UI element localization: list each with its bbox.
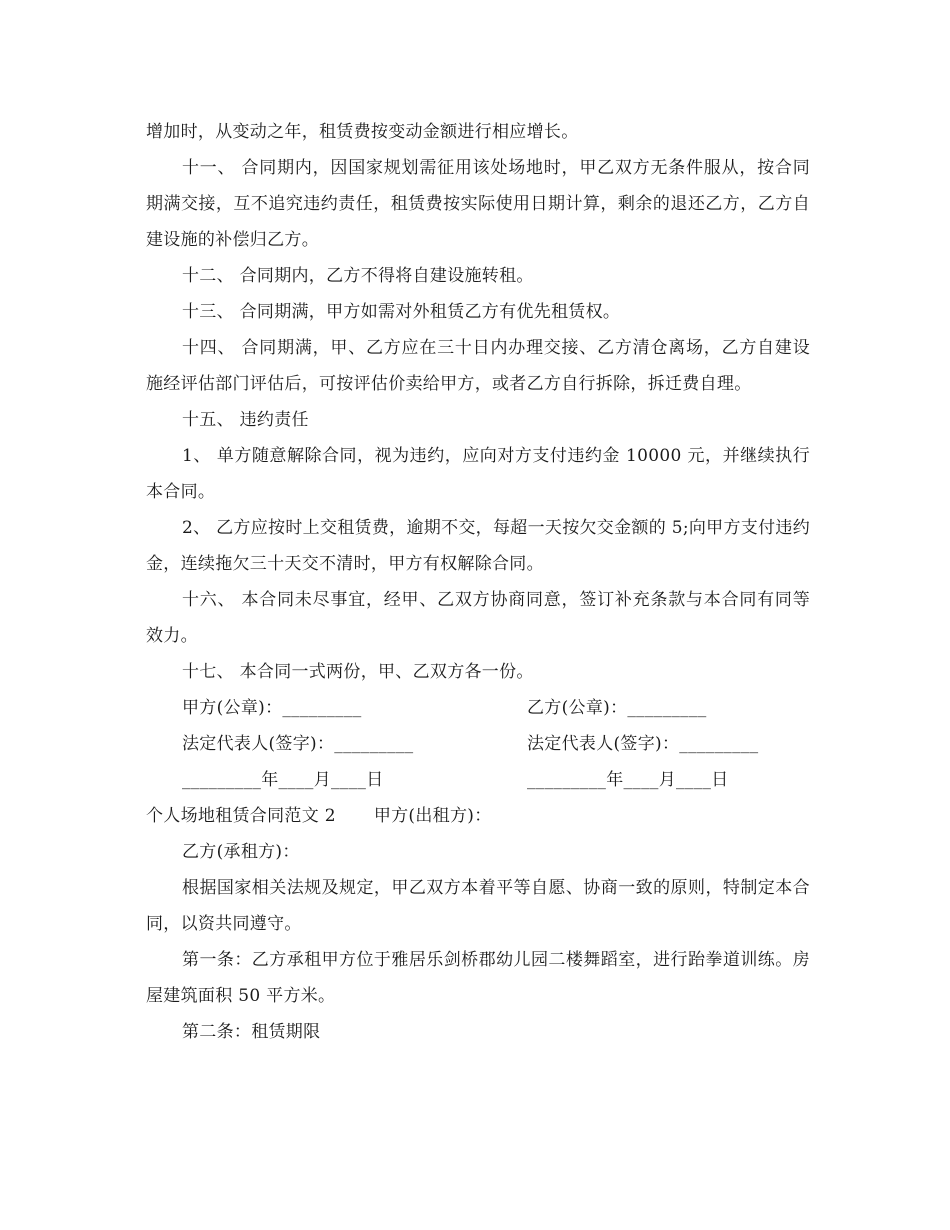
party-a-representative-line: 法定代表人(签字)：_________ <box>182 734 414 754</box>
document-body <box>146 114 810 1050</box>
second-contract-preamble: 根据国家相关法规及规定，甲乙双方本着平等自愿、协商一致的原则，特制定本合同，以资共同遵守。 <box>146 878 810 934</box>
party-a-seal-line: 甲方(公章)：_________ <box>182 698 362 718</box>
paragraph-clause-13: 十三、 合同期满，甲方如需对外租赁乙方有优先租赁权。 <box>182 302 621 322</box>
paragraph-breach-2: 2、 乙方应按时上交租赁费，逾期不交，每超一天按欠交金额的 5;向甲方支付违约金，连续拖欠三十天交不清时，甲方有权解除合同。 <box>146 518 810 574</box>
second-contract-title: 个人场地租赁合同范文 2 <box>146 806 336 826</box>
signature-row-representative <box>146 726 810 762</box>
paragraph-clause-15: 十五、 违约责任 <box>182 410 309 430</box>
party-b-representative-line: 法定代表人(签字)：_________ <box>527 734 759 754</box>
paragraph-clause-12: 十二、 合同期内，乙方不得将自建设施转租。 <box>182 266 534 286</box>
paragraph-breach-1: 1、 单方随意解除合同，视为违约，应向对方支付违约金 10000 元，并继续执行本合同。 <box>146 446 810 502</box>
paragraph-increase-clause: 增加时，从变动之年，租赁费按变动金额进行相应增长。 <box>146 122 579 142</box>
party-b-seal-line: 乙方(公章)：_________ <box>527 698 707 718</box>
paragraph-clause-11: 十一、 合同期内，因国家规划需征用该处场地时，甲乙双方无条件服从，按合同期满交接，互不追究违约责任，租赁费按实际使用日期计算，剩余的退还乙方，乙方自建设施的补偿归乙方。 <box>146 158 810 250</box>
second-contract-article-2: 第二条：租赁期限 <box>182 1022 321 1042</box>
signature-row-date <box>146 762 810 798</box>
second-contract-party-b: 乙方(承租方)： <box>182 842 300 862</box>
second-contract-heading-row <box>146 798 810 834</box>
second-contract-article-1: 第一条：乙方承租甲方位于雅居乐剑桥郡幼儿园二楼舞蹈室，进行跆拳道训练。房屋建筑面积 50 平方米。 <box>146 950 810 1006</box>
party-b-date-line: _________年____月____日 <box>527 770 729 790</box>
party-a-date-line: _________年____月____日 <box>182 770 384 790</box>
paragraph-clause-17: 十七、 本合同一式两份，甲、乙双方各一份。 <box>182 662 534 682</box>
paragraph-clause-16: 十六、 本合同未尽事宜，经甲、乙双方协商同意，签订补充条款与本合同有同等效力。 <box>146 590 810 646</box>
signature-row-seal <box>146 690 810 726</box>
second-contract-party-a: 甲方(出租方)： <box>373 806 492 826</box>
paragraph-clause-14: 十四、 合同期满，甲、乙方应在三十日内办理交接、乙方清仓离场，乙方自建设施经评估部门评估后，可按评估价卖给甲方，或者乙方自行拆除，拆迁费自理。 <box>146 338 810 394</box>
